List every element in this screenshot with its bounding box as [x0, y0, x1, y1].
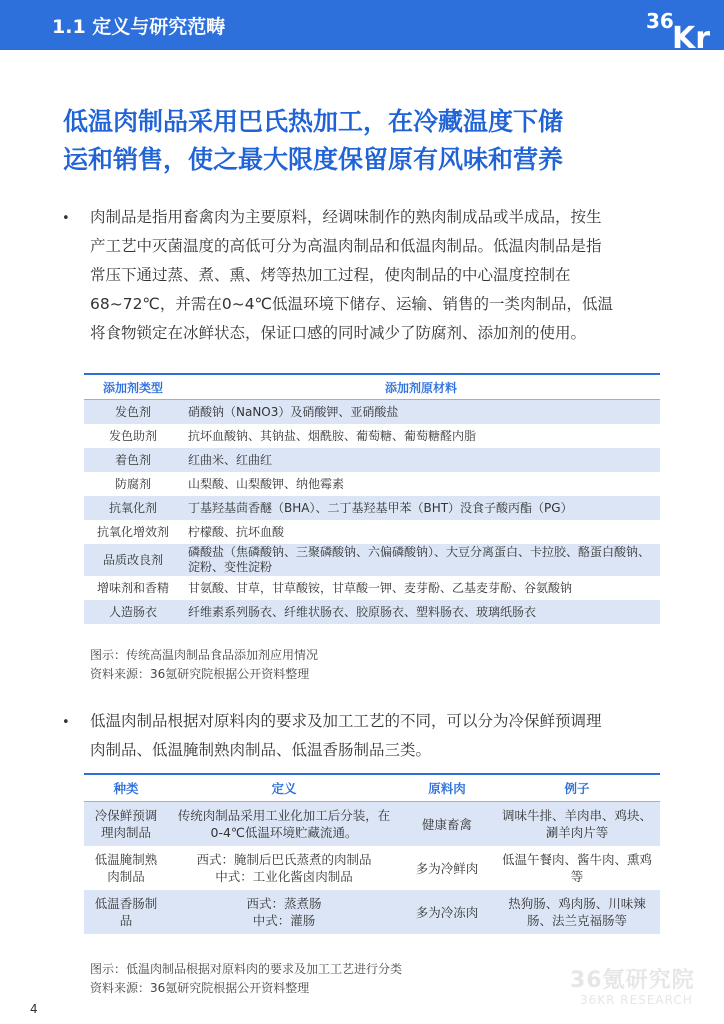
table-cell: 柠檬酸、抗坏血酸	[188, 524, 285, 539]
36kr-logo	[640, 4, 714, 48]
table-cell: 纤维素系列肠衣、纤维状肠衣、胶原肠衣、塑料肠衣、玻璃纸肠衣	[182, 600, 660, 624]
table-row	[84, 890, 660, 934]
table-row	[84, 600, 660, 624]
table-row	[84, 472, 660, 496]
table-cell: 低温午餐肉、酱牛肉、熏鸡等	[501, 852, 652, 884]
table-row	[84, 496, 660, 520]
paragraph-line: 产工艺中灭菌温度的高低可分为高温肉制品和低温肉制品。低温肉制品是指	[90, 237, 602, 255]
classification-paragraph	[90, 707, 670, 765]
table-cell: 发色助剂	[108, 428, 157, 443]
table-row	[84, 846, 660, 890]
table-cell: 抗氧化剂	[84, 496, 182, 520]
table-cell: 红曲米、红曲红	[182, 448, 660, 472]
table2-caption: 图示：低温肉制品根据对原料肉的要求及加工工艺进行分类	[90, 962, 403, 976]
table-row	[84, 424, 660, 448]
table-cell: 抗坏血酸钠、其钠盐、烟酰胺、葡萄糖、葡萄糖醛内脂	[188, 428, 477, 443]
table-row	[84, 520, 660, 544]
paragraph-line: 将食物锁定在冰鲜状态，保证口感的同时减少了防腐剂、添加剂的使用。	[90, 324, 587, 342]
svg-text:Kr: Kr	[672, 21, 711, 48]
table-row	[84, 544, 660, 576]
table-cell: 冷保鲜预调理肉制品	[84, 802, 168, 847]
headline-line: 运和销售，使之最大限度保留原有风味和营养	[63, 145, 564, 174]
intro-paragraph	[90, 203, 670, 348]
table-cell: 防腐剂	[114, 476, 151, 491]
table-cell: 磷酸盐（焦磷酸钠、三聚磷酸钠、六偏磷酸钠）、大豆分离蛋白、卡拉胶、酪蛋白酸钠、淀粉、变性淀粉	[182, 544, 660, 576]
table-header-cell: 原料肉	[400, 774, 494, 802]
table-cell: 着色剂	[84, 448, 182, 472]
section-title: 1.1 定义与研究范畴	[52, 16, 226, 38]
table-header-row	[84, 774, 660, 802]
headline	[63, 103, 663, 179]
table-cell: 抗氧化增效剂	[96, 524, 169, 539]
table2-source: 资料来源：36氪研究院根据公开资料整理	[90, 981, 310, 995]
table-header-cell: 例子	[494, 774, 660, 802]
table-cell: 调味牛排、羊肉串、鸡块、涮羊肉片等	[494, 802, 660, 847]
table-cell: 热狗肠、鸡肉肠、川味辣肠、法兰克福肠等	[494, 890, 660, 934]
table-cell: 健康畜禽	[400, 802, 494, 847]
table-cell: 西式：腌制后巴氏蒸煮的肉制品 中式：工业化酱卤肉制品	[196, 852, 372, 884]
table-cell: 品质改良剂	[84, 544, 182, 576]
table1-caption: 图示：传统高温肉制品食品添加剂应用情况	[90, 648, 319, 662]
table-cell: 增味剂和香精	[96, 580, 169, 595]
table-header-cell: 添加剂原材料	[182, 374, 660, 400]
table-cell: 硝酸钠（NaNO3）及硝酸钾、亚硝酸盐	[182, 400, 660, 425]
paragraph-line: 常压下通过蒸、煮、熏、烤等热加工过程，使肉制品的中心温度控制在	[90, 266, 571, 284]
watermark-cn: 36氪研究院	[570, 968, 695, 993]
headline-line: 低温肉制品采用巴氏热加工，在冷藏温度下储	[63, 107, 564, 136]
table-header-row	[84, 374, 660, 400]
page-number: 4	[30, 1002, 38, 1016]
table-cell: 多为冷鲜肉	[415, 860, 479, 876]
table-cell: 山梨酸、山梨酸钾、纳他霉素	[188, 476, 345, 491]
table-cell: 丁基羟基茴香醚（BHA）、二丁基羟基甲苯（BHT）没食子酸丙酯（PG）	[182, 496, 660, 520]
table-row	[84, 802, 660, 847]
table-cell: 甘氨酸、甘草，甘草酸铵，甘草酸一钾、麦芽酚、乙基麦芽酚、谷氨酸钠	[188, 580, 573, 595]
table-cell: 发色剂	[84, 400, 182, 425]
bullet-dot: •	[62, 715, 70, 730]
paragraph-line: 低温肉制品根据对原料肉的要求及加工工艺的不同，可以分为冷保鲜预调理	[90, 712, 602, 730]
table1-source: 资料来源：36氪研究院根据公开资料整理	[90, 667, 310, 681]
watermark-en: 36KR RESEARCH	[580, 993, 693, 1007]
table-row	[84, 400, 660, 425]
table-cell: 低温腌制熟肉制品	[94, 852, 158, 884]
category-table	[84, 773, 660, 934]
table-header-cell: 添加剂类型	[84, 374, 182, 400]
paragraph-line: 肉制品、低温腌制熟肉制品、低温香肠制品三类。	[90, 741, 432, 759]
table-row	[84, 576, 660, 600]
bullet-dot: •	[62, 211, 70, 226]
additive-table	[84, 373, 660, 624]
svg-text:36: 36	[646, 9, 674, 33]
table-header-cell: 定义	[168, 774, 400, 802]
table-cell: 低温香肠制品	[84, 890, 168, 934]
table-cell: 多为冷冻肉	[400, 890, 494, 934]
table-header-cell: 种类	[84, 774, 168, 802]
table-cell: 传统肉制品采用工业化加工后分装，在0-4℃低温环境贮藏流通。	[168, 802, 400, 847]
table-cell: 人造肠衣	[84, 600, 182, 624]
header-bar	[0, 0, 724, 50]
paragraph-line: 肉制品是指用畜禽肉为主要原料，经调味制作的熟肉制成品或半成品，按生	[90, 208, 602, 226]
table-row	[84, 448, 660, 472]
paragraph-line: 68~72℃，并需在0~4℃低温环境下储存、运输、销售的一类肉制品，低温	[90, 295, 613, 313]
table-cell: 西式：蒸煮肠 中式：灌肠	[168, 890, 400, 934]
